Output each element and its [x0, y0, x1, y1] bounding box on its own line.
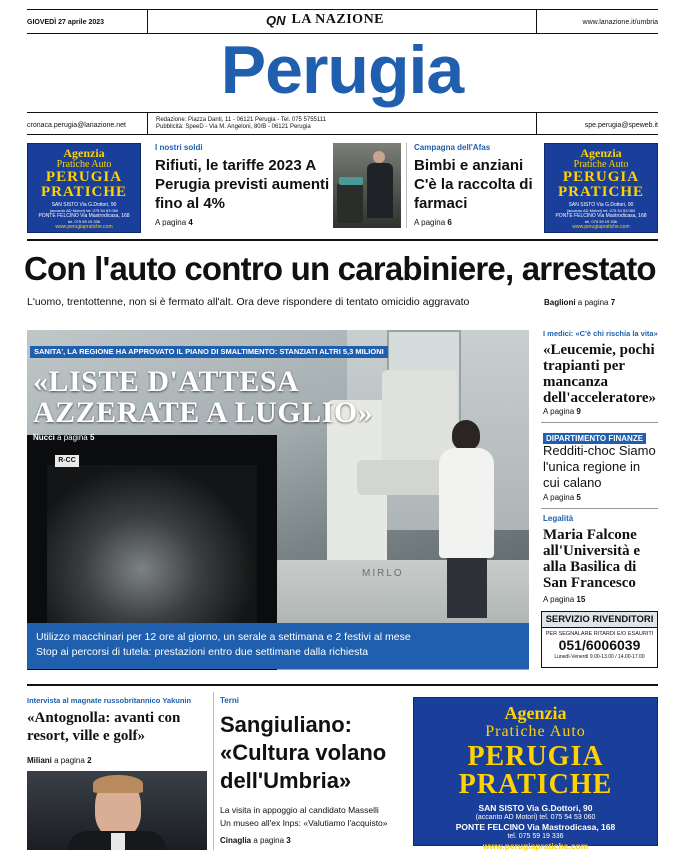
bottom2-kicker: Terni — [220, 696, 239, 705]
ad-website: www.perugiapratiche.com — [572, 224, 630, 230]
ad-agenzia: Agenzia — [580, 146, 622, 160]
photo-ref — [33, 433, 94, 442]
story1-ref-label: A pagina — [155, 218, 187, 227]
lead-ref — [544, 298, 615, 307]
site-url[interactable]: www.lanazione.it/umbria — [582, 19, 658, 26]
bottom2-author: Cinaglia — [220, 836, 252, 845]
section-rule-2 — [27, 684, 658, 686]
screen-label: R-CC — [55, 455, 79, 467]
side2-headline[interactable]: Redditi-choc Siamo l'unica regione in cui calano — [543, 443, 656, 490]
ad-agenzia: Agenzia — [63, 146, 105, 160]
bottom2-headline[interactable]: Sangiuliano: «Cultura volano dell'Umbria» — [220, 712, 387, 793]
photo-ref-page[interactable]: 5 — [89, 433, 95, 442]
bottom2-sub1: La visita in appoggio al candidato Masselli — [220, 805, 379, 815]
ad-address-1: SAN SISTO Via G.Dottori, 90 — [51, 202, 117, 208]
ad-pratiche-auto: Pratiche Auto — [56, 159, 112, 170]
photo-caption-2: Stop ai percorsi di tutela: prestazioni entro due settimane dalla richiesta — [36, 646, 369, 658]
side1-headline[interactable]: «Leucemie, pochi trapianti per mancanza dell'acceleratore» — [543, 342, 656, 406]
side1-ref-page[interactable]: 9 — [576, 407, 581, 416]
ad-brand-2: PRATICHE — [458, 769, 613, 800]
side3-ref — [543, 595, 585, 604]
side3-ref-page[interactable]: 15 — [576, 595, 586, 604]
lead-ref-page[interactable]: 7 — [610, 298, 616, 307]
machine-label: MIRLO — [362, 568, 404, 579]
story2-headline[interactable]: Bimbi e anziani C'è la raccolta di farmaci — [414, 157, 533, 212]
story1-kicker: I nostri soldi — [155, 143, 203, 152]
pubblicita-info: Pubblicità: SpeeD - Via M. Angeloni, 80/B - 06121 Perugia — [156, 124, 311, 130]
ad-website: www.perugiapratiche.com — [55, 224, 113, 230]
masthead-rule-3 — [27, 112, 658, 113]
service-title: SERVIZIO RIVENDITORI — [542, 612, 657, 628]
paper-name: LA NAZIONE — [291, 12, 385, 27]
photo-caption-1: Utilizzo macchinari per 12 ore al giorno, un serale a settimana e 2 festivi al mese — [36, 631, 411, 643]
story2-kicker: Campagna dell'Afas — [414, 143, 491, 152]
bottom1-kicker: Intervista al magnate russobritannico Yakunin — [27, 696, 192, 705]
bottom2-ref-label: a pagina — [253, 836, 285, 845]
bottom2-ref-page[interactable]: 3 — [286, 836, 291, 845]
issue-date: GIOVEDÌ 27 aprile 2023 — [27, 19, 105, 26]
section-rule-1 — [27, 239, 658, 241]
ad-brand-1: PERUGIA — [467, 741, 604, 772]
lead-ref-label: a pagina — [577, 298, 609, 307]
ad-address-2b: tel. 075 59 19 336 — [67, 219, 101, 224]
ad-address-2: PONTE FELCINO Via Mastrodicasa, 168 — [38, 213, 130, 219]
ad-address-2b: tel. 075 59 19 336 — [584, 219, 618, 224]
ad-pratiche-auto: Pratiche Auto — [485, 723, 586, 740]
email-right[interactable]: spe.perugia@speweb.it — [584, 122, 658, 129]
ad-left[interactable] — [27, 143, 141, 233]
bottom1-author: Miliani — [27, 756, 52, 765]
ad-address-2: PONTE FELCINO Via Mastrodicasa, 168 — [555, 213, 647, 219]
story2-ref-label: A pagina — [414, 218, 446, 227]
side1-ref-label: A pagina — [543, 407, 575, 416]
service-box — [541, 611, 658, 668]
story1-ref — [155, 218, 193, 227]
ad-right[interactable] — [544, 143, 658, 233]
qn-logo: QN — [266, 12, 286, 28]
side1-ref — [543, 407, 581, 416]
email-left[interactable]: cronaca.perugia@lanazione.net — [27, 122, 126, 129]
info-divider-left — [147, 112, 148, 134]
side3-kicker: Legalità — [543, 514, 574, 523]
redazione-info: Redazione: Piazza Danti, 11 - 06121 Perugia - Tel. 075 5755111 — [156, 117, 327, 123]
photo-headline-2[interactable]: AZZERATE A LUGLIO» — [33, 396, 374, 429]
side2-ref-page[interactable]: 5 — [576, 493, 581, 502]
side3-ref-label: A pagina — [543, 595, 575, 604]
story1-ref-page[interactable]: 4 — [188, 218, 193, 227]
ad-address-1b: (accanto AD Motori) tel. 075 54 53 060 — [49, 208, 119, 213]
col-divider-2 — [213, 692, 214, 850]
story2-ref — [414, 218, 452, 227]
side2-badge-text: DIPARTIMENTO FINANZE — [543, 433, 646, 444]
masthead-rule-4 — [27, 134, 658, 135]
bottom1-ref — [27, 756, 92, 765]
service-phone[interactable]: 051/6006039 — [558, 637, 641, 653]
side-rule-1 — [541, 422, 658, 423]
col-divider-1 — [406, 143, 407, 228]
bottom1-ref-page[interactable]: 2 — [87, 756, 92, 765]
ad-brand-1: PERUGIA — [45, 169, 123, 185]
lead-author: Baglioni — [544, 298, 576, 307]
ad-address-1b: (accanto AD Motori) tel. 075 54 53 060 — [566, 208, 636, 213]
info-divider-right — [536, 112, 537, 134]
bottom2-sub2: Un museo all'ex Inps: «Valutiamo l'acquisto» — [220, 818, 388, 828]
story1-headline[interactable]: Rifiuti, le tariffe 2023 A Perugia previsti aumenti fino al 4% — [155, 157, 330, 212]
ad-agenzia: Agenzia — [504, 703, 567, 723]
side3-headline[interactable]: Maria Falcone all'Università e alla Basilica di San Francesco — [543, 527, 641, 591]
service-hours: Lunedì-Venerdì 9.00-13.00 / 14.00-17.00 — [554, 654, 645, 660]
bottom2-ref — [220, 836, 291, 845]
ad-brand-2: PRATICHE — [557, 184, 645, 200]
photo-banner: SANITA', LA REGIONE HA APPROVATO IL PIANO DI SMALTIMENTO: STANZIATI ALTRI 5,3 MILIONI — [30, 346, 388, 358]
lead-headline[interactable]: Con l'auto contro un carabiniere, arrestato — [24, 250, 656, 287]
ad-brand-1: PERUGIA — [562, 169, 640, 185]
photo-ref-label: a pagina — [57, 433, 88, 442]
top-rule — [27, 9, 658, 10]
photo-author: Nucci — [33, 433, 55, 442]
ad-pratiche-auto: Pratiche Auto — [573, 159, 629, 170]
ad-address-1: SAN SISTO Via G.Dottori, 90 — [478, 803, 593, 813]
waste-photo — [333, 143, 401, 228]
bottom1-headline[interactable]: «Antognolla: avanti con resort, ville e golf» — [27, 710, 181, 744]
ad-bottom[interactable] — [413, 697, 658, 851]
side2-ref — [543, 493, 581, 502]
side2-ref-label: A pagina — [543, 493, 575, 502]
edition-title: Perugia — [220, 32, 464, 108]
ad-address-1b: (accanto AD Motori) tel. 075 54 53 060 — [475, 814, 596, 821]
story2-ref-page[interactable]: 6 — [447, 218, 452, 227]
yakunin-photo — [27, 771, 207, 850]
ad-brand-2: PRATICHE — [40, 184, 128, 200]
photo-headline-1[interactable]: «LISTE D'ATTESA — [33, 365, 300, 398]
side1-kicker: I medici: «C'è chi rischia la vita» — [543, 329, 658, 338]
service-subtitle: PER SEGNALARE RITARDI E/O ESAURITI — [545, 631, 654, 637]
photo-caption-bar — [27, 623, 529, 669]
ad-address-2b: tel. 075 59 19 336 — [507, 833, 564, 840]
paper-logo — [266, 12, 384, 28]
ad-website: www.perugiapratiche.com — [482, 841, 589, 851]
bottom1-ref-label: a pagina — [54, 756, 85, 765]
lead-subhead: L'uomo, trentottenne, non si è fermato all'alt. Ora deve rispondere di tentato omicidio aggravato — [27, 296, 470, 308]
side-rule-2 — [541, 508, 658, 509]
ad-address-2: PONTE FELCINO Via Mastrodicasa, 168 — [455, 822, 616, 832]
ad-address-1: SAN SISTO Via G.Dottori, 90 — [568, 202, 634, 208]
